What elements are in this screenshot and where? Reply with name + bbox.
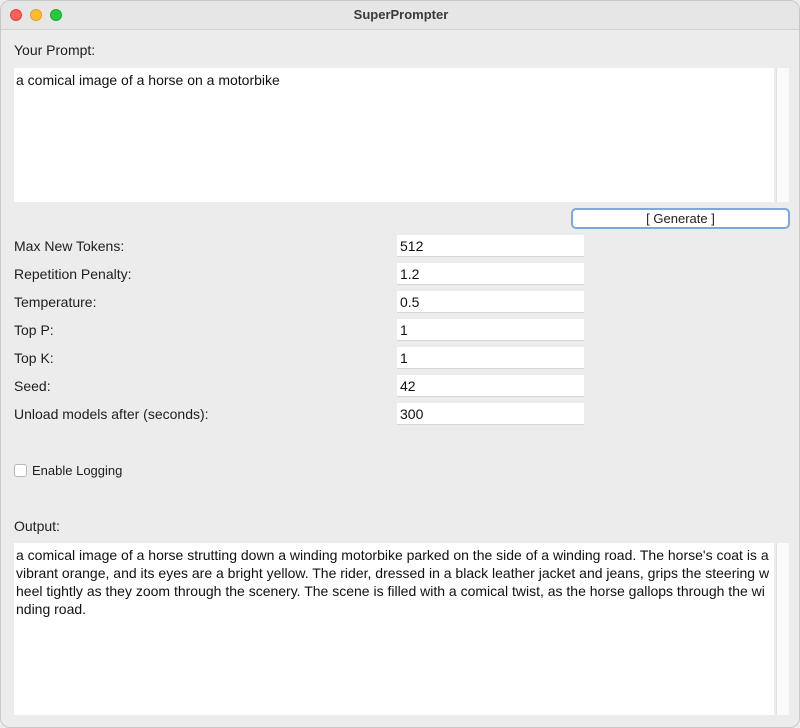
window-title: SuperPrompter	[353, 7, 449, 22]
unload-models-label: Unload models after (seconds):	[14, 406, 209, 422]
repetition-penalty-input[interactable]: 1.2	[397, 263, 584, 285]
output-scrollbar[interactable]	[776, 543, 789, 715]
seed-input[interactable]: 42	[397, 375, 584, 397]
prompt-scrollbar[interactable]	[776, 68, 789, 202]
enable-logging-checkbox[interactable]	[14, 464, 27, 477]
unload-models-input[interactable]: 300	[397, 403, 584, 425]
max-new-tokens-label: Max New Tokens:	[14, 238, 125, 254]
title-bar	[1, 1, 800, 30]
top-k-input[interactable]: 1	[397, 347, 584, 369]
output-text-area[interactable]: a comical image of a horse strutting down a winding motorbike parked on the side of a winding road. The horse's coat is a vibrant orange, and its eyes are a bright yellow. The rider, dressed in a black leather jacket and jeans, grips the steering wheel tightly as they zoom through the scenery. The scene is filled with a comical twist, as the horse gallops through the winding road.	[14, 543, 774, 715]
prompt-label: Your Prompt:	[14, 42, 96, 58]
enable-logging-label[interactable]: Enable Logging	[32, 463, 123, 478]
repetition-penalty-label: Repetition Penalty:	[14, 266, 132, 282]
temperature-input[interactable]: 0.5	[397, 291, 584, 313]
generate-button[interactable]: [ Generate ]	[571, 208, 790, 229]
seed-label: Seed:	[14, 378, 51, 394]
max-new-tokens-input[interactable]: 512	[397, 235, 584, 257]
top-k-label: Top K:	[14, 350, 54, 366]
top-p-label: Top P:	[14, 322, 54, 338]
output-label: Output:	[14, 518, 60, 534]
top-p-input[interactable]: 1	[397, 319, 584, 341]
prompt-input[interactable]: a comical image of a horse on a motorbike	[14, 68, 774, 202]
temperature-label: Temperature:	[14, 294, 97, 310]
